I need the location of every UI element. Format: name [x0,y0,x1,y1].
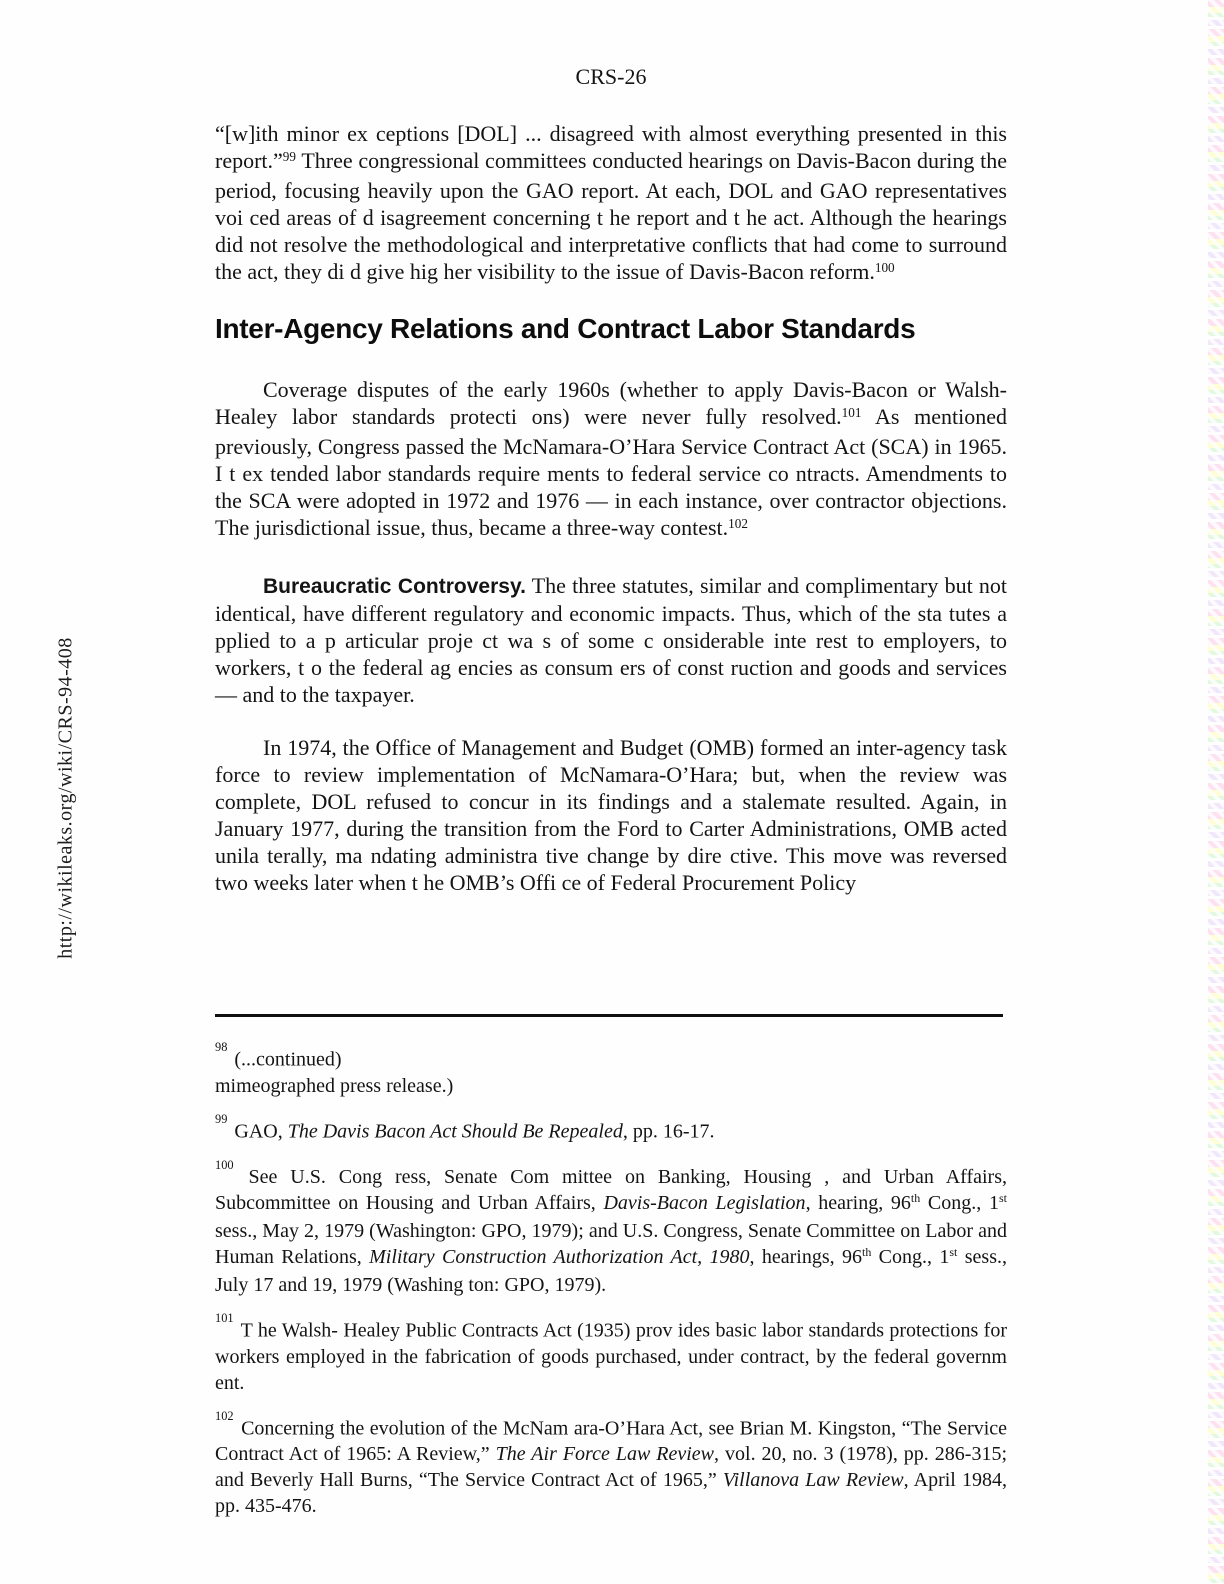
footnote-101 [215,1312,1007,1396]
scan-edge-pattern [1208,0,1224,1584]
footnote-text: See U.S. Cong ress, Senate Com mittee on Banking, Housing , and Urban Affairs, Subcommittee on Housing and Urban Affairs, Davis-Bacon Legislation, hearing, 96th Cong., 1st sess., May 2, 1979 (Washington: GPO, 1979); and U.S. Congress, Senate Committee on Labor and Human Relations, Military Construction Authorization Act, 1980, hearings, 96th Cong., 1st sess., July 17 and 19, 1979 (Washing ton: GPO, 1979). [215,1165,1007,1296]
section-heading: Inter-Agency Relations and Contract Labor Standards [215,313,916,344]
footnote-100 [215,1158,1007,1298]
footnote-98 [215,1041,1007,1099]
page-content [215,0,1007,1519]
body-paragraph-2: Coverage disputes of the early 1960s (whether to apply Davis-Bacon or Walsh-Healey labor standards protecti ons) were never fully resolved.$^{101}$ As mentioned previously, Congress passed the McNamara-O’Hara Service Contract Act (SCA) in 1965. I t ex tended labor standards require ments to federal service co ntracts. Amendments to the SCA were adopted in 1972 and 1976 — in each instance, over contractor objections. The jurisdictional issue, thus, became a three-way contest.$^{102}$ [215,377,1007,540]
footnote-marker: 102 [215,1408,234,1423]
footnote-divider-rule [215,1014,1003,1017]
footnote-102 [215,1410,1007,1520]
sidebar-watermark-url: http://wikileaks.org/wiki/CRS-94-408 [54,637,77,959]
footnote-marker: 100 [215,1157,234,1172]
footnote-marker: 99 [215,1111,228,1126]
body-paragraph-4: In 1974, the Office of Management and Budget (OMB) formed an inter-agency task force to review implementation of McNamara-O’Hara; but, when the review was complete, DOL refused to concur in its findings and a stalemate resulted. Again, in January 1977, during the transition from the Ford to Carter Administrations, OMB acted unila terally, ma ndating administra tive change by dire ctive. This move was reversed two weeks later when t he OMB’s Offi ce of Federal Procurement Policy [215,735,1007,895]
footnote-text: (...continued) mimeographed press release.) [215,1048,454,1097]
footnote-marker: 98 [215,1040,228,1055]
footnote-text: GAO, The Davis Bacon Act Should Be Repealed, pp. 16-17. [229,1120,715,1143]
body-paragraph-3: Bureaucratic Controversy. The three statutes, similar and complimentary but not identical, have different regulatory and economic impacts. Thus, which of the sta tutes a pplied to a p articular proje ct wa s of some c onsiderable inte rest to employers, to workers, t o the federal ag encies as consum ers of const ruction and goods and services — and to the taxpayer. [215,573,1007,707]
footnote-marker: 101 [215,1311,234,1326]
footnote-text: Concerning the evolution of the McNam ara-O’Hara Act, see Brian M. Kingston, “The Service Contract Act of 1965: A Review,” The Air Force Law Review, vol. 20, no. 3 (1978), pp. 286-315; and Beverly Hall Burns, “The Service Contract Act of 1965,” Villanova Law Review, April 1984, pp. 435-476. [215,1417,1008,1518]
page-number-header: CRS-26 [575,64,647,89]
footnote-text: T he Walsh- Healey Public Contracts Act (1935) prov ides basic labor standards protections for workers employed in the fabrication of goods purchased, under contract, by the federal governm ent. [215,1319,1007,1394]
body-paragraph-1: “[w]ith minor ex ceptions [DOL] ... disagreed with almost everything presented in this report.”$^{99}$ Three congressional committees conducted hearings on Davis-Bacon during the period, focusing heavily upon the GAO report. At each, DOL and GAO representatives voi ced areas of d isagreement concerning t he report and t he act. Although the hearings did not resolve the methodological and interpretative conflicts that had come to surround the act, they di d give hig her visibility to the issue of Davis-Bacon reform.$^{100}$ [215,121,1007,284]
footnote-99 [215,1113,1007,1145]
